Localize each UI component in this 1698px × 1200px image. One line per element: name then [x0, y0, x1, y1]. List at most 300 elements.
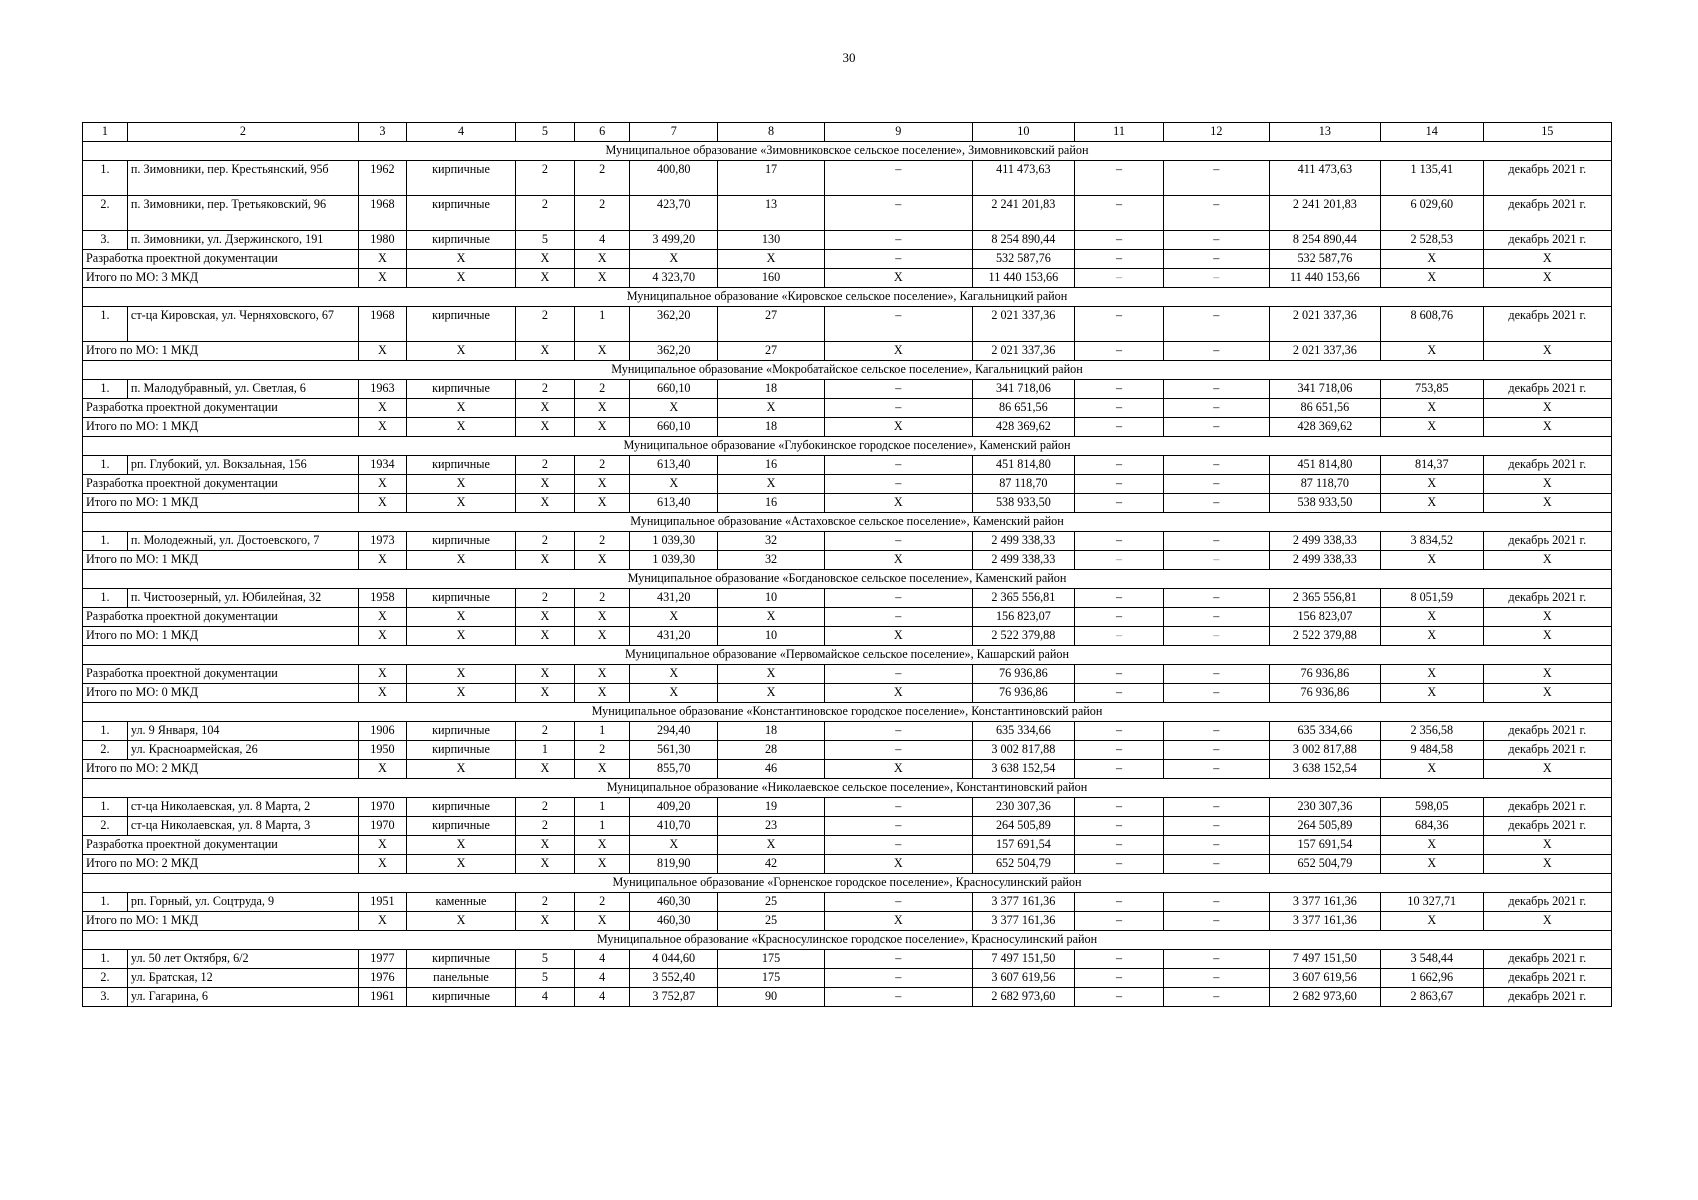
data-cell: декабрь 2021 г.	[1483, 988, 1611, 1007]
data-cell: –	[1075, 399, 1164, 418]
data-cell: 652 504,79	[972, 855, 1075, 874]
data-cell: –	[1075, 342, 1164, 361]
data-cell: –	[1075, 589, 1164, 608]
data-cell: 2	[574, 161, 630, 196]
data-cell: X	[1380, 608, 1483, 627]
address-cell: ул. Красноармейская, 26	[127, 741, 358, 760]
data-cell: X	[1380, 494, 1483, 513]
data-cell: 2 682 973,60	[1269, 988, 1380, 1007]
data-cell: X	[1483, 494, 1611, 513]
data-cell: X	[358, 250, 406, 269]
data-cell: 2 528,53	[1380, 231, 1483, 250]
data-cell: X	[718, 836, 825, 855]
data-cell: –	[1075, 307, 1164, 342]
data-cell: 8 254 890,44	[1269, 231, 1380, 250]
data-cell: 428 369,62	[1269, 418, 1380, 437]
data-cell: –	[1163, 741, 1269, 760]
data-cell: 32	[718, 532, 825, 551]
data-cell: X	[630, 399, 718, 418]
data-cell: 27	[718, 307, 825, 342]
data-cell: –	[1075, 380, 1164, 399]
data-cell: 11 440 153,66	[972, 269, 1075, 288]
data-cell: 1968	[358, 196, 406, 231]
municipality-section-row	[83, 779, 1612, 798]
data-cell: X	[516, 836, 575, 855]
data-cell: декабрь 2021 г.	[1483, 950, 1611, 969]
data-cell: X	[406, 665, 515, 684]
data-cell: 538 933,50	[972, 494, 1075, 513]
column-number-cell: 1	[83, 123, 128, 142]
address-cell: ст-ца Кировская, ул. Черняховского, 67	[127, 307, 358, 342]
data-cell: 2	[574, 456, 630, 475]
building-row	[83, 307, 1612, 342]
data-cell: X	[1380, 551, 1483, 570]
data-cell: 1 135,41	[1380, 161, 1483, 196]
address-cell: ул. 9 Января, 104	[127, 722, 358, 741]
municipality-section-row	[83, 646, 1612, 665]
data-cell: 1	[516, 741, 575, 760]
data-cell: X	[718, 475, 825, 494]
data-cell: 5	[516, 969, 575, 988]
data-cell: 1980	[358, 231, 406, 250]
data-cell: –	[1075, 196, 1164, 231]
building-row	[83, 817, 1612, 836]
building-row	[83, 231, 1612, 250]
data-cell: 753,85	[1380, 380, 1483, 399]
data-cell: 294,40	[630, 722, 718, 741]
data-cell: X	[516, 399, 575, 418]
data-cell: X	[1380, 418, 1483, 437]
data-cell: X	[406, 418, 515, 437]
data-cell: X	[825, 627, 973, 646]
data-cell: X	[516, 494, 575, 513]
data-cell: 2	[516, 589, 575, 608]
data-cell: декабрь 2021 г.	[1483, 969, 1611, 988]
row-number-cell: 2.	[83, 817, 128, 836]
data-cell: 4 323,70	[630, 269, 718, 288]
data-cell: кирпичные	[406, 196, 515, 231]
data-cell: 814,37	[1380, 456, 1483, 475]
data-cell: кирпичные	[406, 231, 515, 250]
data-cell: X	[574, 250, 630, 269]
data-cell: 341 718,06	[1269, 380, 1380, 399]
data-cell: X	[574, 399, 630, 418]
data-cell: 230 307,36	[1269, 798, 1380, 817]
data-cell: X	[1483, 836, 1611, 855]
data-cell: X	[516, 627, 575, 646]
data-cell: –	[1163, 380, 1269, 399]
table-body	[83, 123, 1612, 1007]
data-cell: 1	[574, 798, 630, 817]
building-row	[83, 196, 1612, 231]
data-cell: X	[1483, 608, 1611, 627]
column-number-cell: 2	[127, 123, 358, 142]
summary-label: Разработка проектной документации	[83, 250, 359, 269]
data-cell: X	[406, 250, 515, 269]
data-cell: 598,05	[1380, 798, 1483, 817]
data-cell: 16	[718, 456, 825, 475]
data-cell: X	[406, 494, 515, 513]
data-cell: X	[718, 250, 825, 269]
summary-label: Разработка проектной документации	[83, 399, 359, 418]
summary-label: Итого по МО: 1 МКД	[83, 494, 359, 513]
address-cell: рп. Горный, ул. Соцтруда, 9	[127, 893, 358, 912]
data-cell: –	[825, 665, 973, 684]
building-row	[83, 589, 1612, 608]
data-cell: X	[1483, 250, 1611, 269]
data-cell: 635 334,66	[972, 722, 1075, 741]
address-cell: п. Зимовники, пер. Крестьянский, 95б	[127, 161, 358, 196]
data-cell: 18	[718, 380, 825, 399]
summary-label: Итого по МО: 1 МКД	[83, 418, 359, 437]
data-cell: –	[1163, 798, 1269, 817]
page-number: 30	[842, 50, 856, 65]
data-cell: 410,70	[630, 817, 718, 836]
data-cell: 32	[718, 551, 825, 570]
data-cell: 362,20	[630, 307, 718, 342]
data-cell: X	[718, 665, 825, 684]
data-cell: X	[1380, 475, 1483, 494]
data-cell: –	[1075, 912, 1164, 931]
data-cell: –	[1075, 836, 1164, 855]
building-row	[83, 988, 1612, 1007]
data-cell: –	[1075, 608, 1164, 627]
data-cell: –	[1163, 969, 1269, 988]
data-cell: X	[1380, 250, 1483, 269]
building-row	[83, 741, 1612, 760]
data-cell: X	[574, 551, 630, 570]
data-cell: X	[574, 836, 630, 855]
data-cell: кирпичные	[406, 161, 515, 196]
data-cell: 431,20	[630, 589, 718, 608]
data-cell: X	[630, 475, 718, 494]
data-cell: X	[574, 684, 630, 703]
data-cell: X	[358, 551, 406, 570]
summary-label: Итого по МО: 0 МКД	[83, 684, 359, 703]
data-cell: X	[630, 250, 718, 269]
data-cell: 1	[574, 307, 630, 342]
column-number-cell: 10	[972, 123, 1075, 142]
municipality-title: Муниципальное образование «Глубокинское городское поселение», Каменский район	[83, 437, 1612, 456]
data-cell: 3 377 161,36	[972, 893, 1075, 912]
data-cell: декабрь 2021 г.	[1483, 231, 1611, 250]
data-cell: 341 718,06	[972, 380, 1075, 399]
data-cell: X	[825, 912, 973, 931]
summary-row	[83, 912, 1612, 931]
data-cell: декабрь 2021 г.	[1483, 722, 1611, 741]
building-row	[83, 161, 1612, 196]
data-cell: 87 118,70	[1269, 475, 1380, 494]
data-cell: 4	[516, 988, 575, 1007]
data-cell: X	[358, 912, 406, 931]
data-cell: 86 651,56	[1269, 399, 1380, 418]
data-cell: X	[516, 475, 575, 494]
data-cell: 1962	[358, 161, 406, 196]
data-cell: X	[406, 475, 515, 494]
data-cell: 2 356,58	[1380, 722, 1483, 741]
capital-repair-table	[82, 122, 1612, 1007]
summary-row	[83, 551, 1612, 570]
column-number-cell: 6	[574, 123, 630, 142]
summary-row	[83, 855, 1612, 874]
data-cell: –	[1075, 532, 1164, 551]
data-cell: X	[1483, 627, 1611, 646]
data-cell: 3 002 817,88	[1269, 741, 1380, 760]
data-cell: 660,10	[630, 418, 718, 437]
data-cell: –	[1075, 969, 1164, 988]
data-cell: 1958	[358, 589, 406, 608]
data-cell: X	[1380, 760, 1483, 779]
data-cell: X	[1380, 269, 1483, 288]
data-cell: –	[1075, 551, 1164, 570]
data-cell: X	[1483, 418, 1611, 437]
data-cell: 613,40	[630, 494, 718, 513]
data-cell: 2 241 201,83	[1269, 196, 1380, 231]
data-cell: 2	[516, 307, 575, 342]
data-cell: 76 936,86	[1269, 665, 1380, 684]
data-cell: X	[825, 760, 973, 779]
data-cell: 538 933,50	[1269, 494, 1380, 513]
data-cell: 175	[718, 950, 825, 969]
data-cell: X	[406, 760, 515, 779]
municipality-section-row	[83, 570, 1612, 589]
data-cell: декабрь 2021 г.	[1483, 893, 1611, 912]
data-cell: X	[574, 475, 630, 494]
data-cell: X	[1380, 399, 1483, 418]
data-cell: 18	[718, 722, 825, 741]
data-cell: 3 377 161,36	[972, 912, 1075, 931]
data-cell: 16	[718, 494, 825, 513]
data-cell: 4 044,60	[630, 950, 718, 969]
data-cell: 76 936,86	[1269, 684, 1380, 703]
data-cell: X	[718, 399, 825, 418]
data-cell: 4	[574, 231, 630, 250]
data-cell: X	[825, 269, 973, 288]
data-cell: X	[358, 494, 406, 513]
data-cell: X	[516, 342, 575, 361]
data-cell: –	[1163, 399, 1269, 418]
data-cell: 157 691,54	[972, 836, 1075, 855]
address-cell: п. Молодежный, ул. Достоевского, 7	[127, 532, 358, 551]
data-cell: –	[1163, 551, 1269, 570]
data-cell: кирпичные	[406, 817, 515, 836]
data-cell: X	[406, 627, 515, 646]
data-cell: X	[516, 608, 575, 627]
data-cell: 46	[718, 760, 825, 779]
data-cell: 613,40	[630, 456, 718, 475]
data-cell: X	[718, 684, 825, 703]
address-cell: п. Зимовники, пер. Третьяковский, 96	[127, 196, 358, 231]
data-cell: 18	[718, 418, 825, 437]
data-cell: 460,30	[630, 912, 718, 931]
municipality-section-row	[83, 437, 1612, 456]
data-cell: кирпичные	[406, 380, 515, 399]
data-cell: кирпичные	[406, 589, 515, 608]
data-cell: 7 497 151,50	[1269, 950, 1380, 969]
data-cell: –	[1075, 722, 1164, 741]
data-cell: декабрь 2021 г.	[1483, 196, 1611, 231]
row-number-cell: 1.	[83, 161, 128, 196]
data-cell: 411 473,63	[1269, 161, 1380, 196]
data-cell: –	[1163, 627, 1269, 646]
data-cell: 684,36	[1380, 817, 1483, 836]
data-cell: 1 662,96	[1380, 969, 1483, 988]
data-cell: 1973	[358, 532, 406, 551]
data-cell: кирпичные	[406, 722, 515, 741]
data-cell: кирпичные	[406, 798, 515, 817]
row-number-cell: 1.	[83, 893, 128, 912]
data-cell: –	[1075, 988, 1164, 1007]
data-cell: 2 021 337,36	[972, 342, 1075, 361]
data-cell: X	[516, 912, 575, 931]
data-cell: X	[825, 551, 973, 570]
data-cell: 76 936,86	[972, 665, 1075, 684]
data-cell: X	[574, 494, 630, 513]
data-cell: 3 548,44	[1380, 950, 1483, 969]
data-cell: декабрь 2021 г.	[1483, 161, 1611, 196]
data-cell: X	[1380, 912, 1483, 931]
data-cell: –	[1163, 456, 1269, 475]
building-row	[83, 969, 1612, 988]
data-cell: –	[1163, 196, 1269, 231]
column-number-cell: 3	[358, 123, 406, 142]
data-cell: –	[1075, 475, 1164, 494]
municipality-section-row	[83, 513, 1612, 532]
data-cell: 1 039,30	[630, 551, 718, 570]
summary-row	[83, 269, 1612, 288]
data-cell: 3 377 161,36	[1269, 912, 1380, 931]
data-cell: 90	[718, 988, 825, 1007]
data-cell: X	[358, 608, 406, 627]
data-cell: –	[1163, 950, 1269, 969]
data-cell: –	[825, 741, 973, 760]
data-cell: X	[516, 760, 575, 779]
data-cell: –	[1075, 798, 1164, 817]
data-cell: X	[1483, 912, 1611, 931]
data-cell: X	[406, 608, 515, 627]
address-cell: п. Малодубравный, ул. Светлая, 6	[127, 380, 358, 399]
data-cell: 411 473,63	[972, 161, 1075, 196]
data-cell: 5	[516, 231, 575, 250]
data-cell: X	[406, 912, 515, 931]
data-cell: –	[1163, 760, 1269, 779]
data-cell: –	[1163, 475, 1269, 494]
row-number-cell: 2.	[83, 969, 128, 988]
column-number-cell: 15	[1483, 123, 1611, 142]
data-cell: 25	[718, 912, 825, 931]
row-number-cell: 3.	[83, 231, 128, 250]
data-cell: X	[1483, 342, 1611, 361]
data-cell: –	[1163, 855, 1269, 874]
data-cell: –	[1075, 760, 1164, 779]
data-cell: X	[516, 269, 575, 288]
summary-label: Итого по МО: 1 МКД	[83, 627, 359, 646]
column-number-cell: 7	[630, 123, 718, 142]
data-cell: X	[516, 684, 575, 703]
data-cell: 1951	[358, 893, 406, 912]
data-cell: X	[358, 665, 406, 684]
data-cell: X	[574, 760, 630, 779]
data-cell: 532 587,76	[1269, 250, 1380, 269]
data-cell: X	[406, 399, 515, 418]
data-cell: 451 814,80	[1269, 456, 1380, 475]
column-number-cell: 8	[718, 123, 825, 142]
row-number-cell: 2.	[83, 741, 128, 760]
data-cell: 451 814,80	[972, 456, 1075, 475]
data-cell: 2	[516, 817, 575, 836]
data-cell: –	[825, 589, 973, 608]
summary-label: Итого по МО: 1 МКД	[83, 912, 359, 931]
summary-row	[83, 684, 1612, 703]
data-cell: 2	[516, 456, 575, 475]
summary-row	[83, 342, 1612, 361]
data-cell: X	[574, 912, 630, 931]
data-cell: 264 505,89	[1269, 817, 1380, 836]
data-cell: 2 499 338,33	[972, 551, 1075, 570]
data-cell: 2 499 338,33	[1269, 532, 1380, 551]
data-cell: X	[516, 418, 575, 437]
row-number-cell: 3.	[83, 988, 128, 1007]
data-cell: 23	[718, 817, 825, 836]
data-cell: –	[1075, 494, 1164, 513]
data-cell: X	[718, 608, 825, 627]
data-cell: X	[630, 836, 718, 855]
data-cell: X	[574, 342, 630, 361]
data-cell: 1950	[358, 741, 406, 760]
data-cell: X	[1483, 665, 1611, 684]
data-cell: 2 021 337,36	[1269, 342, 1380, 361]
data-cell: 1	[574, 722, 630, 741]
data-cell: 561,30	[630, 741, 718, 760]
data-cell: 2	[516, 798, 575, 817]
municipality-title: Муниципальное образование «Первомайское сельское поселение», Кашарский район	[83, 646, 1612, 665]
data-cell: –	[825, 817, 973, 836]
data-cell: X	[516, 855, 575, 874]
data-cell: 1 039,30	[630, 532, 718, 551]
data-cell: –	[825, 950, 973, 969]
data-cell: X	[825, 418, 973, 437]
data-cell: X	[825, 342, 973, 361]
data-cell: X	[358, 627, 406, 646]
column-number-cell: 14	[1380, 123, 1483, 142]
data-cell: 19	[718, 798, 825, 817]
data-cell: X	[1380, 342, 1483, 361]
summary-row	[83, 608, 1612, 627]
data-cell: 3 834,52	[1380, 532, 1483, 551]
data-cell: –	[1163, 722, 1269, 741]
data-cell: 86 651,56	[972, 399, 1075, 418]
data-cell: X	[574, 418, 630, 437]
data-cell: 3 377 161,36	[1269, 893, 1380, 912]
data-cell: –	[825, 250, 973, 269]
data-cell: –	[1163, 608, 1269, 627]
data-cell: кирпичные	[406, 307, 515, 342]
municipality-section-row	[83, 931, 1612, 950]
data-cell: –	[1075, 456, 1164, 475]
data-cell: 400,80	[630, 161, 718, 196]
data-cell: 76 936,86	[972, 684, 1075, 703]
data-cell: 855,70	[630, 760, 718, 779]
data-cell: декабрь 2021 г.	[1483, 589, 1611, 608]
data-cell: 2 365 556,81	[1269, 589, 1380, 608]
data-cell: 87 118,70	[972, 475, 1075, 494]
data-cell: X	[1380, 836, 1483, 855]
data-cell: 2	[516, 380, 575, 399]
data-cell: 3 607 619,56	[1269, 969, 1380, 988]
column-number-cell: 13	[1269, 123, 1380, 142]
data-cell: –	[1075, 250, 1164, 269]
data-cell: X	[358, 760, 406, 779]
